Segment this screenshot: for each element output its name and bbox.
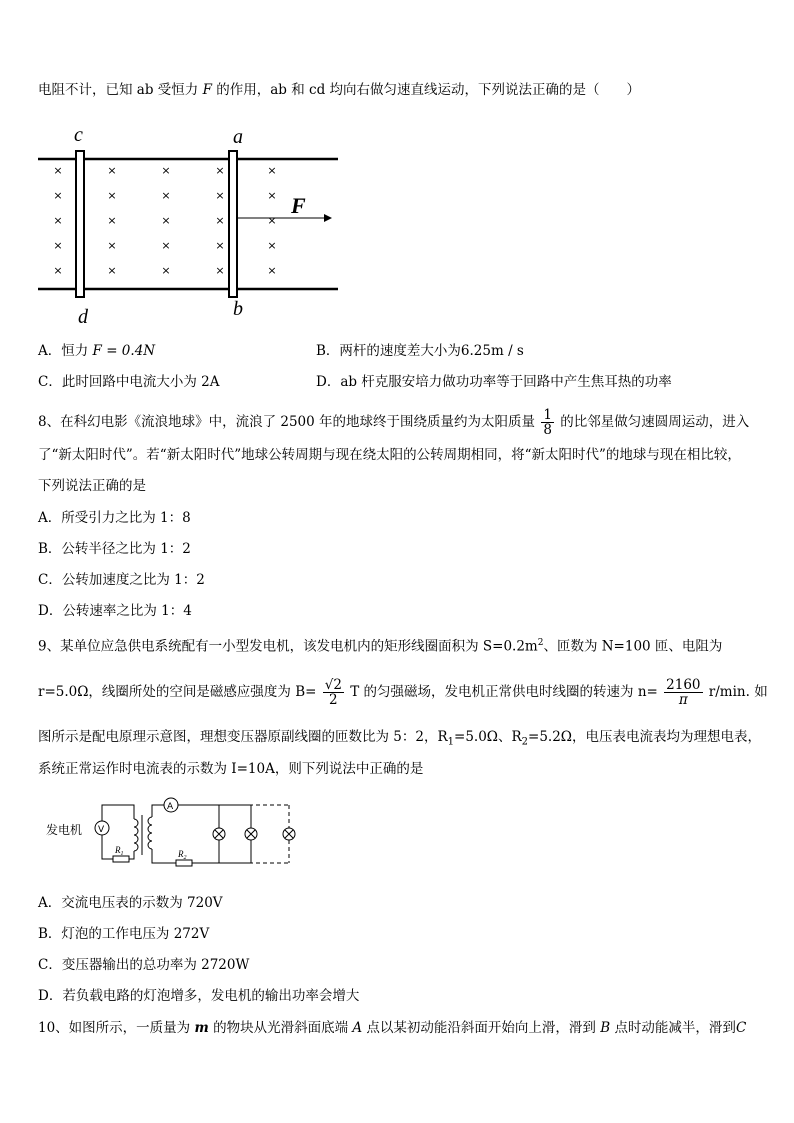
svg-text:×: × [107,214,117,227]
q8-stem-line1: 8、在科幻电影《流浪地球》中，流浪了 2500 年的地球终于围绕质量约为太阳质量 $\frac{1}{8}$ 的比邻星做匀速圆周运动，进入 [38,407,750,438]
label-F: F [291,193,306,218]
primary-r1-right [129,851,134,859]
r1-label: $R_1$ [115,845,124,857]
svg-text:×: × [215,189,225,202]
svg-text:×: × [53,189,63,202]
force-arrow-head [324,214,332,222]
label-a: a [233,126,243,148]
svg-text:×: × [215,214,225,227]
fraction-root2-over-2: $\frac{√2}{2}$ [324,677,342,708]
svg-text:×: × [107,264,117,277]
svg-text:×: × [267,189,277,202]
q7-rails-figure [30,118,360,328]
primary-coil [134,819,138,851]
svg-text:×: × [267,239,277,252]
q9-option-b: B．灯泡的工作电压为 272V [38,926,210,942]
svg-text:×: × [107,189,117,202]
label-b: b [233,298,243,320]
q8-option-c: C．公转加速度之比为 1：2 [38,572,205,588]
svg-text:×: × [267,264,277,277]
q8-option-b: B．公转半径之比为 1：2 [38,541,191,557]
q9-stem-line3: 图所示是配电原理示意图，理想变压器原副线圈的匝数比为 5：2，$R_1=5.0\Omega$、$R_2=5.2\Omega$，电压表电流表均为理想电表， [38,729,762,748]
svg-text:×: × [267,164,277,177]
q9-option-a: A．交流电压表的示数为 720V [38,895,223,911]
magnetic-field-crosses [53,164,276,277]
svg-text:×: × [161,189,171,202]
secondary-coil [148,817,152,849]
fraction-one-eighth: $\frac{1}{8}$ [543,407,552,438]
svg-text:×: × [215,264,225,277]
secondary-top [152,805,164,817]
svg-text:×: × [53,214,63,227]
svg-text:×: × [267,214,277,227]
q8-stem-line3: 下列说法正确的是 [38,478,146,494]
svg-text:×: × [53,164,63,177]
q8-stem-line2: 了“新太阳时代”。若“新太阳时代”地球公转周期与现在绕太阳的公转周期相同，将“新太阳时代”的地球与现在相比较， [38,447,741,463]
label-c: c [74,124,83,146]
svg-text:×: × [161,264,171,277]
svg-text:×: × [53,239,63,252]
svg-text:×: × [161,239,171,252]
q9-option-c: C．变压器输出的总功率为 2720W [38,957,250,973]
generator-label: 发电机 [46,823,83,837]
q9-circuit-figure [44,795,304,875]
q7-option-b: B．两杆的速度差大小为6.25m / s [316,343,524,359]
fraction-2160-over-pi: $\frac{2160}{\pi}$ [666,677,701,708]
svg-text:×: × [161,164,171,177]
rod-cd [76,151,84,297]
q8-option-d: D．公转速率之比为 1：4 [38,603,192,619]
q8-option-a: A．所受引力之比为 1：8 [38,510,191,526]
ammeter-label: A [167,802,174,812]
svg-text:×: × [107,164,117,177]
q9-stem-line1: 9、某单位应急供电系统配有一小型发电机，该发电机内的矩形线圈面积为 $S=0.2m^2$、匝数为 N=100 匝、电阻为 [38,638,723,655]
label-d: d [78,306,88,328]
q7-option-d: D．ab 杆克服安培力做功功率等于回路中产生焦耳热的功率 [316,374,672,390]
svg-text:×: × [215,164,225,177]
q9-option-d: D．若负载电路的灯泡增多，发电机的输出功率会增大 [38,988,360,1004]
voltmeter-label: V [98,825,105,835]
svg-text:×: × [107,239,117,252]
primary-loop [102,805,134,825]
q7-option-c: C．此时回路中电流大小为 2A [38,374,220,390]
q7-option-a: A．恒力 F = 0.4N [38,343,156,359]
q9-stem-line2: r=5.0Ω，线圈所处的空间是磁感应强度为 B= $\frac{√2}{2}$ T 的匀强磁场，发电机正常供电时线圈的转速为 n= $\frac{2160}{\pi}$ r/min. 如 [38,677,768,708]
q10-stem: 10、如图所示，一质量为 m 的物块从光滑斜面底端 A 点以某初动能沿斜面开始向上滑，滑到 B 点时动能减半，滑到C [38,1020,747,1036]
rod-ab [229,151,237,297]
svg-text:×: × [215,239,225,252]
r2-label: $R_2$ [178,849,187,861]
secondary-bottom [152,849,176,863]
svg-text:×: × [53,264,63,277]
q7-stem: 电阻不计，已知 ab 受恒力 F 的作用，ab 和 cd 均向右做匀速直线运动，下列说法正确的是（ ） [38,82,641,98]
q9-stem-line4: 系统正常运作时电流表的示数为 I=10A，则下列说法中正确的是 [38,761,424,777]
svg-text:×: × [161,214,171,227]
